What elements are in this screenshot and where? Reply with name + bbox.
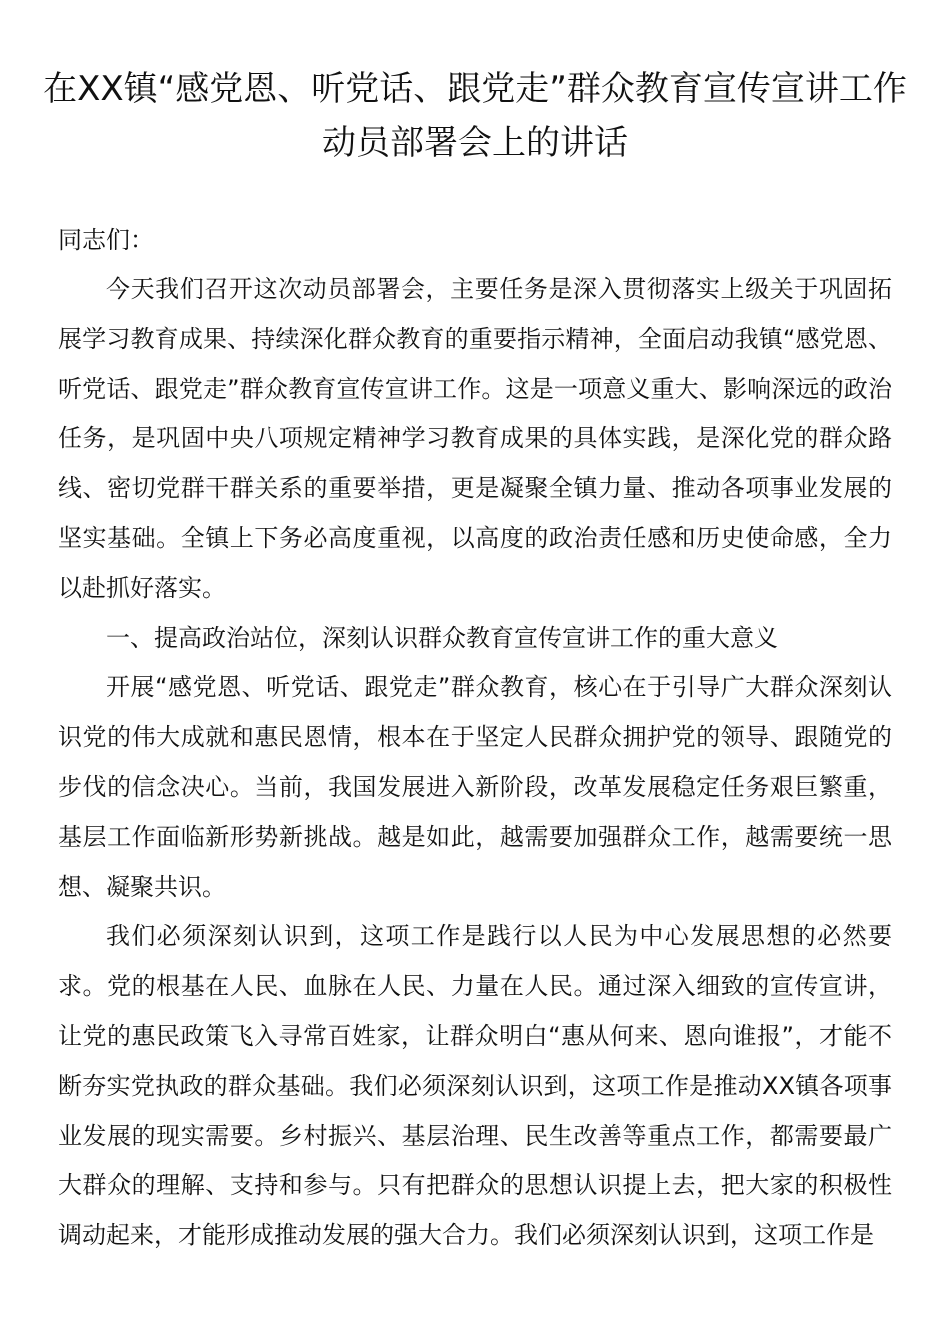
- intro-paragraph: 今天我们召开这次动员部署会，主要任务是深入贯彻落实上级关于巩固拓展学习教育成果、持续深化群众教育的重要指示精神，全面启动我镇“感党恩、听党话、跟党走”群众教育宣传宣讲工作。这是一项意义重大、影响深远的政治任务，是巩固中央八项规定精神学习教育成果的具体实践，是深化党的群众路线、密切党群干群关系的重要举措，更是凝聚全镇力量、推动各项事业发展的坚实基础。全镇上下务必高度重视，以高度的政治责任感和历史使命感，全力以赴抓好落实。: [58, 275, 892, 602]
- document-body: [58, 215, 892, 1261]
- section-paragraph: 我们必须深刻认识到，这项工作是践行以人民为中心发展思想的必然要求。党的根基在人民、血脉在人民、力量在人民。通过深入细致的宣传宣讲，让党的惠民政策飞入寻常百姓家，让群众明白“惠从何来、恩向谁报”，才能不断夯实党执政的群众基础。我们必须深刻认识到，这项工作是推动XX镇各项事业发展的现实需要。乡村振兴、基层治理、民生改善等重点工作，都需要最广大群众的理解、支持和参与。只有把群众的思想认识提上去，把大家的积极性调动起来，才能形成推动发展的强大合力。我们必须深刻认识到，这项工作是: [58, 922, 892, 1250]
- section-paragraph: 开展“感党恩、听党话、跟党走”群众教育，核心在于引导广大群众深刻认识党的伟大成就和惠民恩情，根本在于坚定人民群众拥护党的领导、跟随党的步伐的信念决心。当前，我国发展进入新阶段，改革发展稳定任务艰巨繁重，基层工作面临新形势新挑战。越是如此，越需要加强群众工作，越需要统一思想、凝聚共识。: [58, 673, 892, 901]
- salutation: 同志们：: [58, 226, 154, 254]
- document-title: 在XX镇“感党恩、听党话、跟党走”群众教育宣传宣讲工作动员部署会上的讲话: [43, 69, 907, 163]
- section-heading: 一、提高政治站位，深刻认识群众教育宣传宣讲工作的重大意义: [106, 623, 778, 652]
